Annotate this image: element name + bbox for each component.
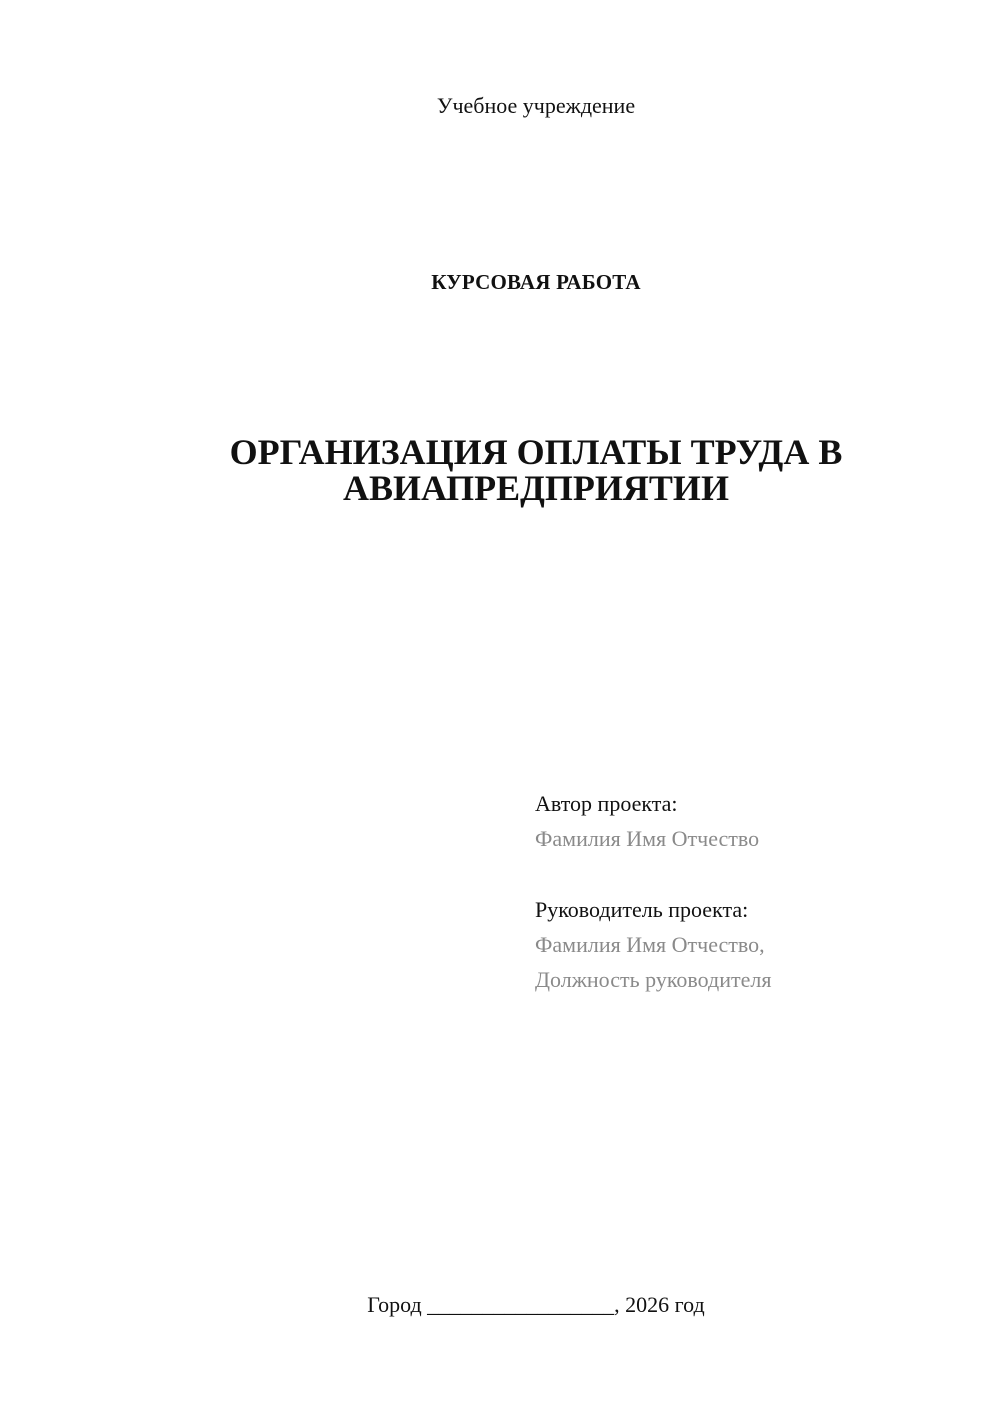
author-label: Автор проекта: [535,791,678,816]
city-year-footer: Город _________________, 2026 год [367,1292,705,1317]
author-block [535,786,759,856]
document-title [0,434,1000,506]
work-type-heading: КУРСОВАЯ РАБОТА [431,270,641,294]
supervisor-label: Руководитель проекта: [535,897,749,922]
title-line-2: АВИАПРЕДПРИЯТИИ [343,468,729,508]
author-name: Фамилия Имя Отчество [535,826,760,851]
title-line-1: ОРГАНИЗАЦИЯ ОПЛАТЫ ТРУДА В [229,432,843,472]
supervisor-name: Фамилия Имя Отчество, [535,932,765,957]
supervisor-block [535,892,771,997]
supervisor-position: Должность руководителя [535,967,772,992]
institution-name: Учебное учреждение [436,93,636,118]
